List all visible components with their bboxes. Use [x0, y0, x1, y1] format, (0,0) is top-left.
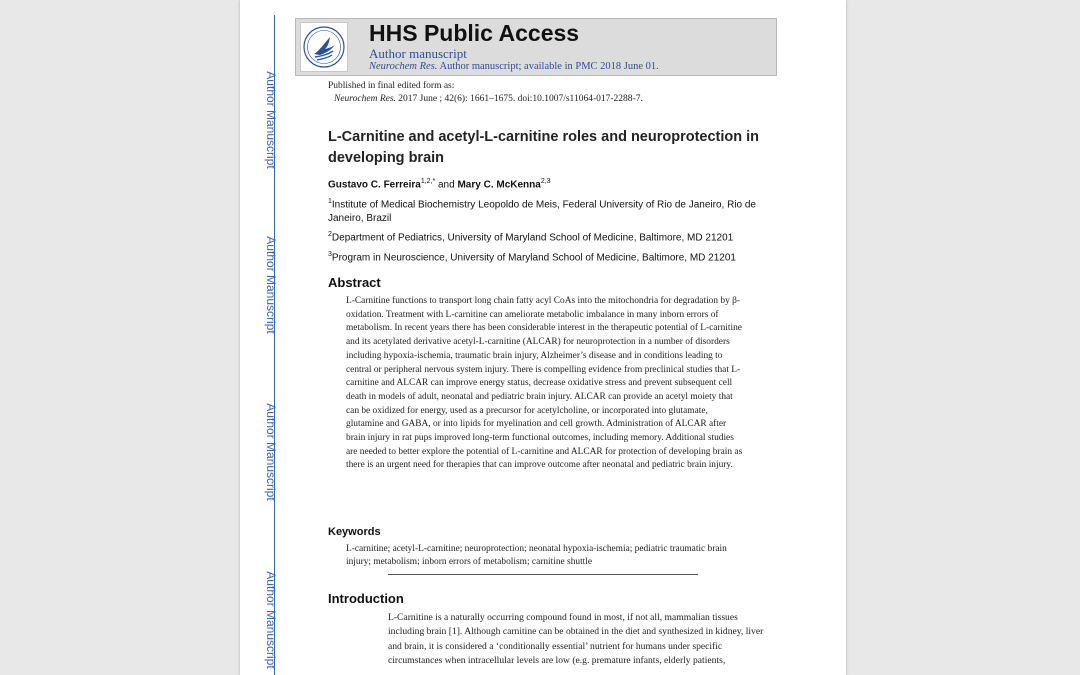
side-label-author-manuscript: Author Manuscript: [264, 236, 278, 334]
keywords-text: L-carnitine; acetyl-L-carnitine; neuroprotection; neonatal hypoxia-ischemia; pediatric traumatic brain injury; metabolism; inborn errors of metabolism; carnitine shuttle: [346, 544, 727, 567]
hhs-eagle-logo-icon: [300, 22, 348, 72]
citation: Neurochem Res. 2017 June ; 42(6): 1661–1675. doi:10.1007/s11064-017-2288-7.: [334, 94, 643, 104]
side-label-author-manuscript: Author Manuscript: [264, 403, 278, 501]
author-name: Mary C. McKenna: [457, 179, 541, 191]
published-label: Published in final edited form as:: [328, 81, 455, 91]
citation-journal: Neurochem Res.: [334, 94, 396, 104]
abstract-heading: Abstract: [328, 275, 381, 290]
banner-availability: Neurochem Res. Author manuscript; available in PMC 2018 June 01.: [369, 61, 659, 72]
abstract-text: L-Carnitine functions to transport long chain fatty acyl CoAs into the mitochondria for degradation by β-oxidation. Treatment with L-carnitine can ameliorate metabolic imbalance in many inborn errors of metabolism. In recent years there has been considerable interest in the therapeutic potential of L-carnitine and its acetylated derivative acetyl-L-carnitine (ALCAR) for neuroprotection in a number of disorders including hypoxia-ischemia, traumatic brain injury, Alzheimer’s disease and in conditions leading to central or peripheral nervous system injury. There is compelling evidence from preclinical studies that L-carnitine and ALCAR can improve energy status, decrease oxidative stress and prevent subsequent cell death in models of adult, neonatal and pediatric brain injury. ALCAR can provide an acetyl moiety that can be oxidized for energy, used as a precursor for acetylcholine, or incorporated into glutamate, glutamine and GABA, or into lipids for myelination and cell growth. Administration of ALCAR after brain injury in rat pups improved long-term functional outcomes, including memory. Additional studies are needed to better explore the potential of L-carnitine and ALCAR for protection of developing brain as there is an urgent need for therapies that can improve outcome after neonatal and pediatric brain injury.: [346, 296, 743, 471]
introduction-heading: Introduction: [328, 591, 404, 606]
side-label-author-manuscript: Author Manuscript: [264, 71, 278, 169]
banner-subtitle: Author manuscript: [369, 46, 467, 61]
author-line: Gustavo C. Ferreira$^{1,2,*}$ and Mary C. McKenna$^{2,3}$: [328, 178, 551, 191]
affiliation: $^1$Institute of Medical Biochemistry Leopoldo de Meis, Federal University of Rio de Janeiro, Rio de Janeiro, Brazil: [328, 198, 756, 225]
hhs-banner: [295, 18, 777, 76]
author-name: Gustavo C. Ferreira: [328, 179, 421, 191]
divider: [388, 574, 698, 575]
side-label-author-manuscript: Author Manuscript: [264, 571, 278, 669]
affiliation: $^2$Department of Pediatrics, University of Maryland School of Medicine, Baltimore, MD 21201: [328, 231, 734, 244]
introduction-text: L-Carnitine is a naturally occurring compound found in most, if not all, mammalian tissues including brain [1]. Although carnitine can be obtained in the diet and synthesized in kidney, liver and brain, it is considered a ‘conditionally essential’ nutrient for humans under specific circumstances when intracellular levels are low (e.g. premature infants, elderly patients,: [388, 612, 764, 666]
document-page: [240, 0, 846, 675]
banner-journal: Neurochem Res.: [369, 61, 438, 72]
affiliation: $^3$Program in Neuroscience, University of Maryland School of Medicine, Baltimore, MD 21201: [328, 251, 736, 264]
keywords-heading: Keywords: [328, 526, 381, 538]
publication-info: [328, 80, 643, 106]
banner-title: HHS Public Access: [369, 20, 580, 46]
article-title: L-Carnitine and acetyl-L-carnitine roles and neuroprotection in developing brain: [328, 129, 760, 166]
